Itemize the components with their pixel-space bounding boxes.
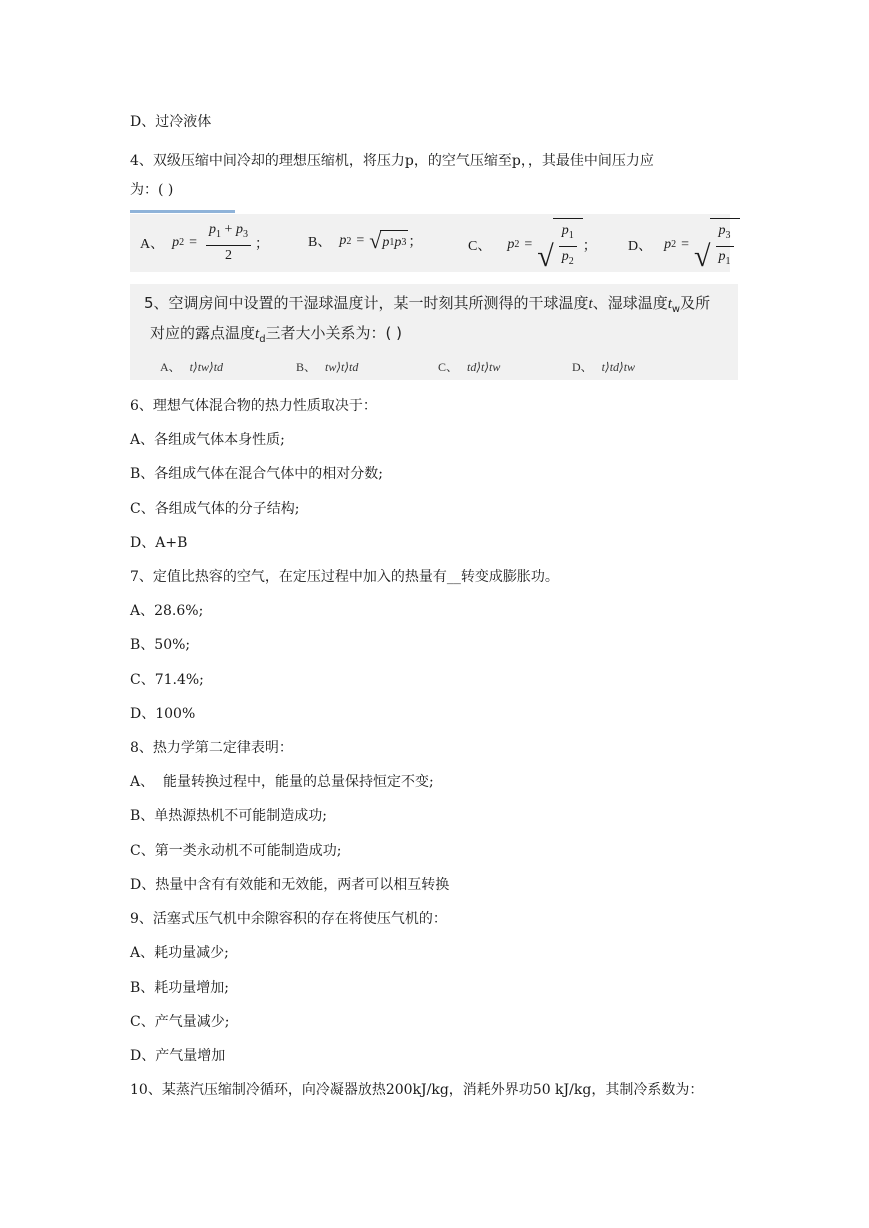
option-text: A、耗功量减少; (130, 945, 229, 961)
question-4-stem: 4、双级压缩中间冷却的理想压缩机，将压力p，的空气压缩至p，，其最佳中间压力应 (130, 153, 654, 169)
option-text: D、热量中含有有效能和无效能，两者可以相互转换 (130, 877, 450, 893)
option-text: A、 能量转换过程中，能量的总量保持恒定不变; (130, 774, 434, 790)
option-text: A、28.6%; (130, 603, 204, 619)
text-line: D、过冷液体 (130, 114, 212, 130)
q5-option-b: B、 tw⟩t⟩td (296, 360, 359, 374)
question-6-stem: 6、理想气体混合物的热力性质取决于： (130, 398, 377, 414)
option-c: C、 p 2 = √ $\frac{p_1}{p_2}$ ； (468, 218, 597, 272)
question-9-stem: 9、活塞式压气机中余隙容积的存在将使压气机的： (130, 911, 447, 927)
option-b: B、 p 2 = √ p 1 p 3 ； (308, 228, 423, 253)
question-5-block (130, 284, 738, 380)
question-7-stem: 7、定值比热容的空气，在定压过程中加入的热量有__转变成膨胀功。 (130, 569, 559, 585)
option-text: B、单热源热机不可能制造成功; (130, 808, 328, 824)
option-a: A、 p 2 = $\frac{p_1 + p_3}{2}$ ； (140, 222, 269, 263)
question-10-stem: 10、某蒸汽压缩制冷循环，向冷凝器放热200kJ/kg，消耗外界功50 kJ/kg，其制冷系数为： (130, 1082, 704, 1098)
option-text: C、产气量减少; (130, 1014, 230, 1030)
option-text: C、各组成气体的分子结构; (130, 501, 300, 517)
option-text: A、各组成气体本身性质; (130, 432, 285, 448)
divider (130, 210, 235, 213)
q5-option-d: D、 t⟩td⟩tw (572, 360, 636, 374)
option-text: D、100% (130, 706, 196, 722)
option-text: B、50%; (130, 637, 191, 653)
question-4-options (130, 214, 730, 272)
q5-option-a: A、 t⟩tw⟩td (160, 360, 224, 374)
question-4-stem-cont: 为：( ) (130, 182, 174, 198)
q5-option-c: C、 td⟩t⟩tw (438, 360, 501, 374)
question-5-stem: 5、空调房间中设置的干湿球温度计，某一时刻其所测得的干球温度t、湿球温度$t_w$及所 (144, 294, 711, 315)
option-text: D、A+B (130, 535, 188, 551)
option-text: B、耗功量增加; (130, 980, 230, 996)
option-text: C、71.4%; (130, 672, 204, 688)
option-d: D、 p 2 = √ $\frac{p_3}{p_1}$ (628, 218, 740, 272)
option-text: B、各组成气体在混合气体中的相对分数; (130, 466, 384, 482)
option-text: D、产气量增加 (130, 1048, 226, 1064)
question-5-stem-cont: 对应的露点温度$t_d$三者大小关系为：( ) (150, 324, 403, 345)
option-text: C、第一类永动机不可能制造成功; (130, 843, 342, 859)
question-8-stem: 8、热力学第二定律表明： (130, 740, 293, 756)
